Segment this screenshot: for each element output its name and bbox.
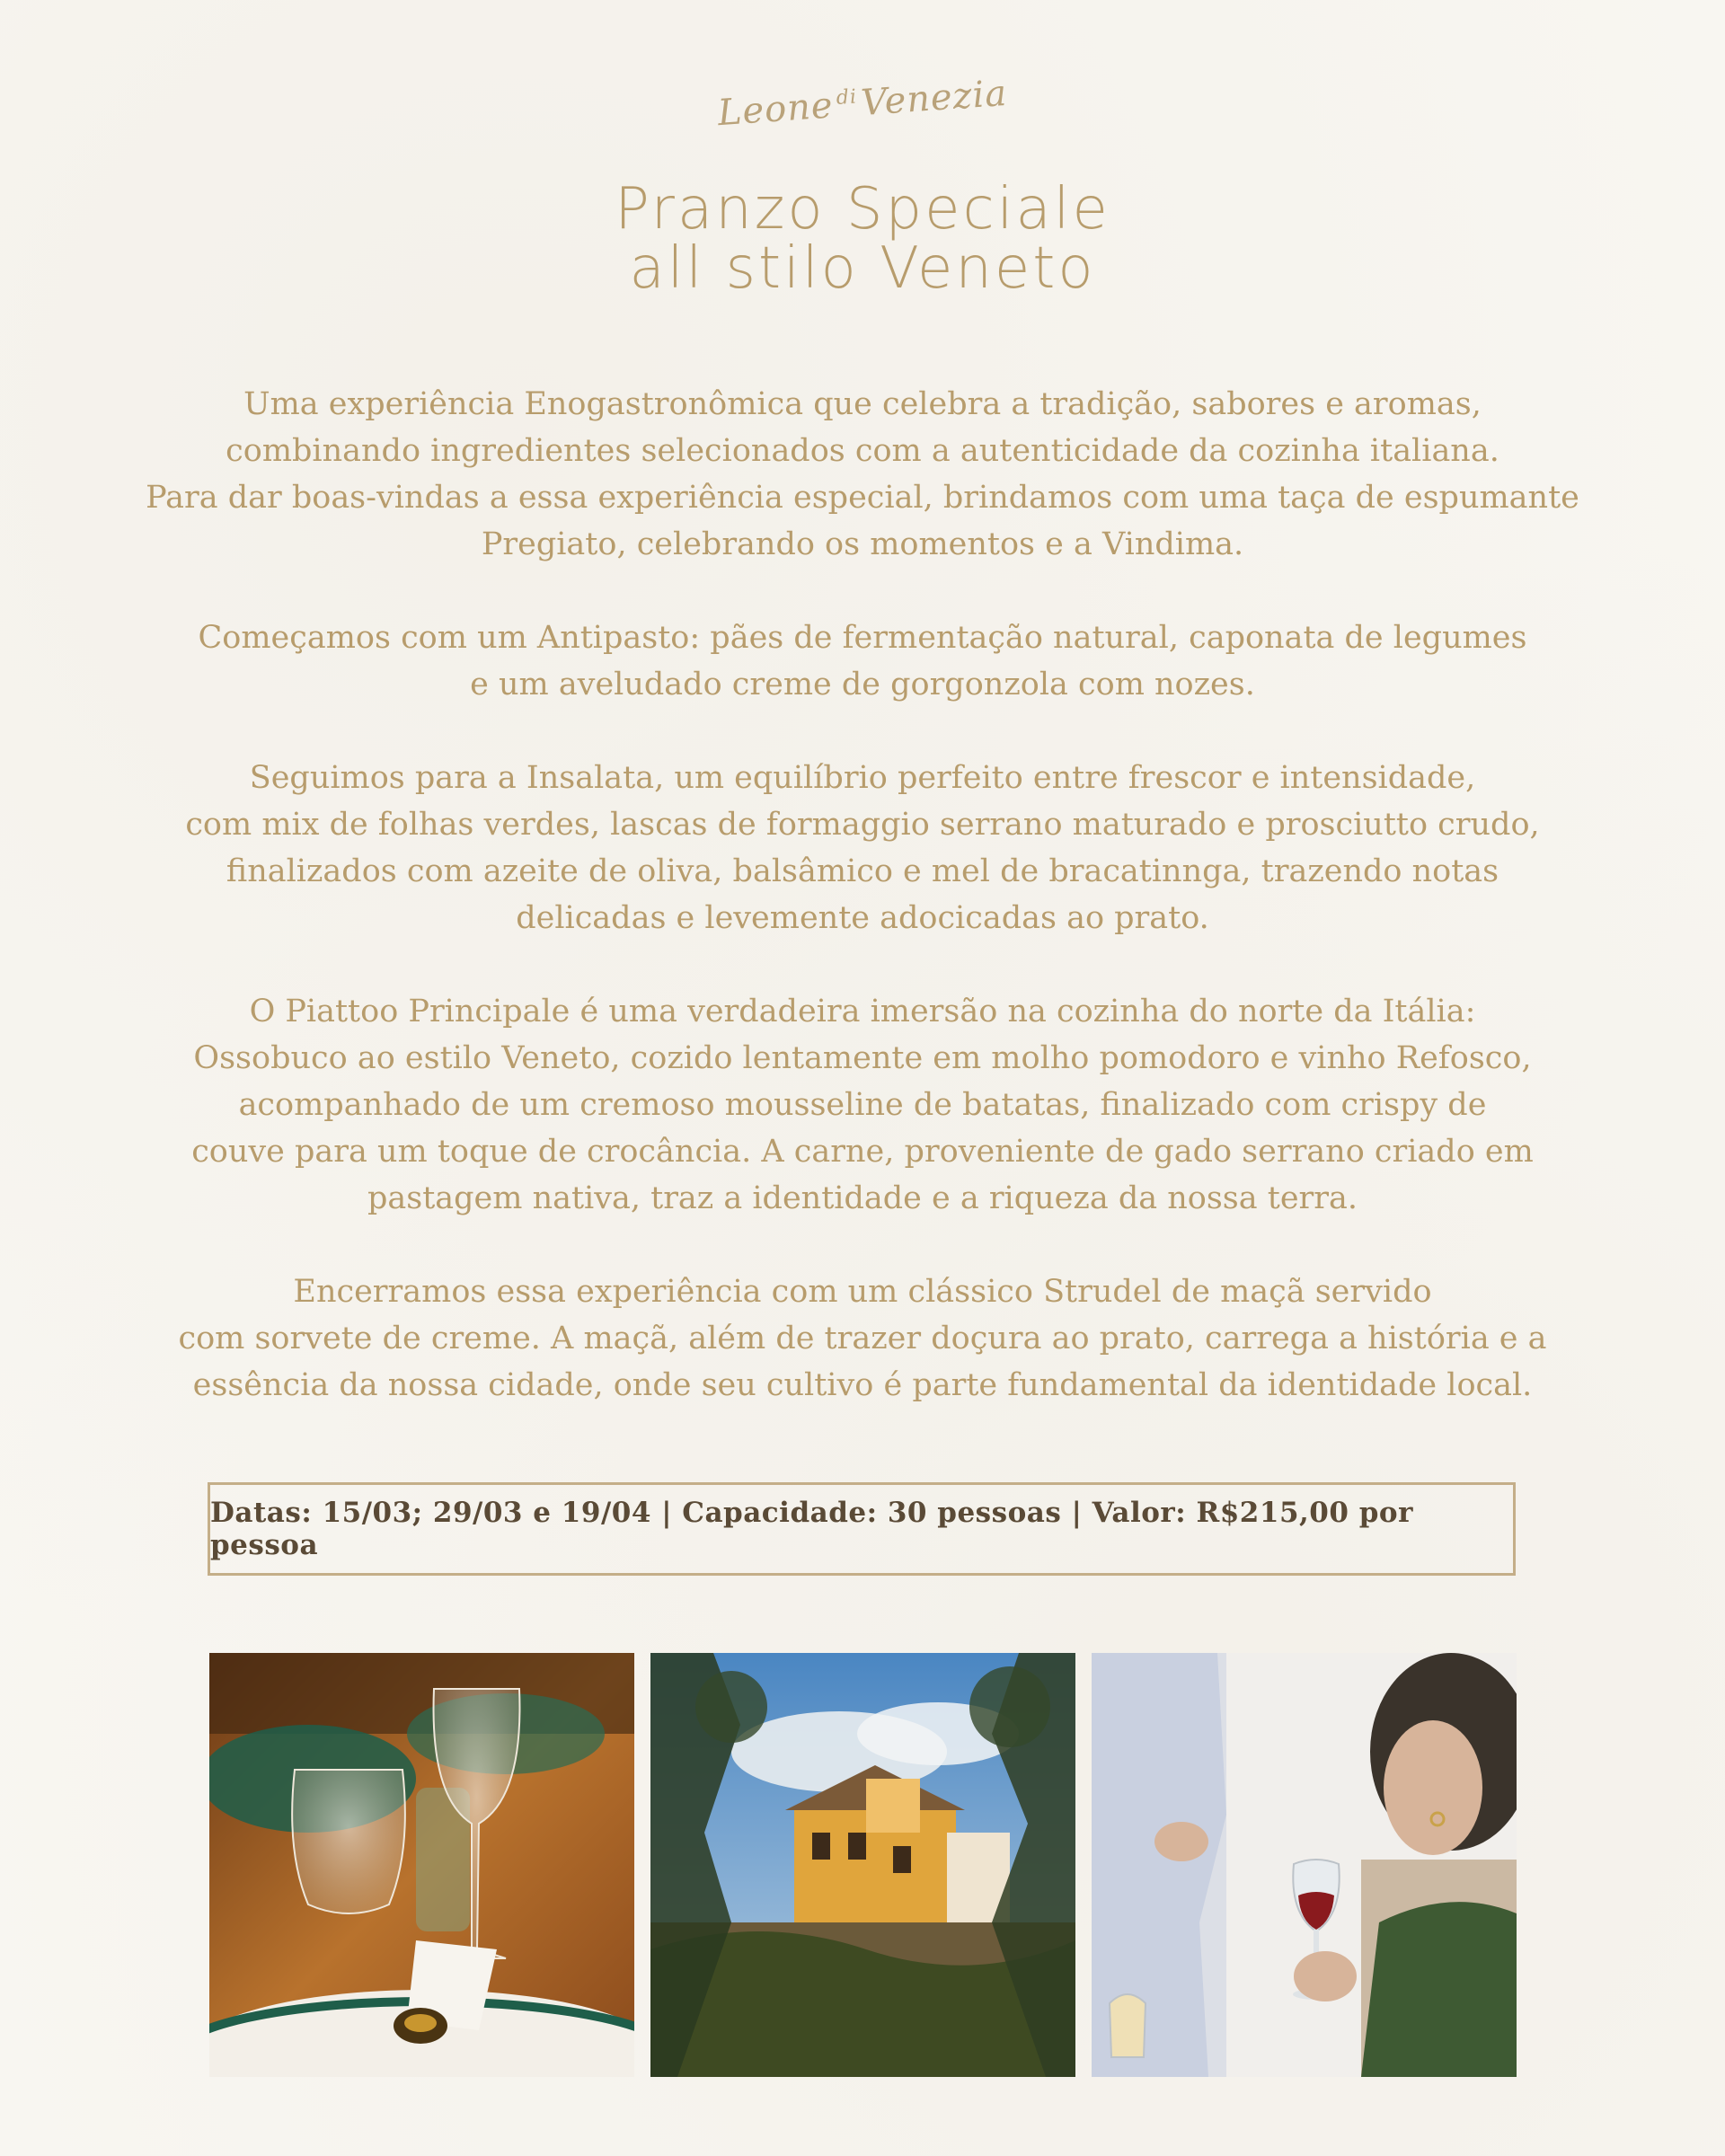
event-info-box	[208, 1482, 1516, 1576]
text-line: Ossobuco ao estilo Veneto, cozido lentamente em molho pomodoro e vinho Refosco,	[193, 1040, 1532, 1076]
menu-description	[90, 381, 1635, 1455]
logo-word-1: Leone	[716, 84, 835, 135]
text-line: couve para um toque de crocância. A carne, proveniente de gado serrano criado em	[191, 1134, 1534, 1170]
text-line: Seguimos para a Insalata, um equilíbrio perfeito entre frescor e intensidade,	[249, 760, 1476, 796]
paragraph-dolce	[90, 1268, 1635, 1409]
wine-tasting-image	[1092, 1653, 1517, 2077]
title-line-1: Pranzo Speciale	[615, 176, 1110, 243]
text-line: essência da nossa cidade, onde seu cultivo é parte fundamental da identidade local.	[192, 1367, 1533, 1403]
text-line: acompanhado de um cremoso mousseline de batatas, finalizado com crispy de	[238, 1087, 1487, 1123]
paragraph-intro	[90, 381, 1635, 568]
paragraph-principale	[90, 988, 1635, 1222]
text-line: finalizados com azeite de oliva, balsâmico e mel de bracatinnga, trazendo notas	[226, 853, 1499, 889]
photo-gallery	[209, 1653, 1517, 2077]
text-line: Começamos com um Antipasto: pães de fermentação natural, caponata de legumes	[198, 620, 1527, 656]
photo-winery	[650, 1653, 1075, 2077]
brand-logo	[1, 22, 1725, 184]
text-line: com sorvete de creme. A maçã, além de trazer doçura ao prato, carrega a história e a	[178, 1321, 1547, 1356]
text-line: combinando ingredientes selecionados com a autenticidade da cozinha italiana.	[226, 433, 1499, 469]
text-line: com mix de folhas verdes, lascas de formaggio serrano maturado e prosciutto crudo,	[185, 807, 1540, 843]
text-line: e um aveludado creme de gorgonzola com nozes.	[470, 667, 1255, 702]
photo-wine-tasting	[1092, 1653, 1517, 2077]
text-line: Para dar boas-vindas a essa experiência especial, brindamos com uma taça de espumante	[146, 480, 1579, 516]
table-setting-image	[209, 1653, 634, 2077]
text-line: pastagem nativa, traz a identidade e a riqueza da nossa terra.	[367, 1180, 1358, 1216]
winery-image	[650, 1653, 1075, 2077]
title-line-2: all stilo Veneto	[629, 235, 1096, 302]
text-line: Encerramos essa experiência com um clássico Strudel de maçã servido	[293, 1274, 1432, 1310]
photo-table-setting	[209, 1653, 634, 2077]
logo-word-2: Venezia	[859, 72, 1009, 125]
text-line: Uma experiência Enogastronômica que celebra a tradição, sabores e aromas,	[243, 386, 1482, 422]
text-line: delicadas e levemente adocicadas ao prato.	[516, 900, 1209, 936]
text-line: O Piattoo Principale é uma verdadeira imersão na cozinha do norte da Itália:	[249, 994, 1476, 1029]
text-line: Pregiato, celebrando os momentos e a Vindima.	[481, 526, 1244, 562]
page-title	[0, 176, 1725, 302]
paragraph-insalata	[90, 755, 1635, 941]
logo-di: di	[835, 85, 858, 110]
paragraph-antipasto	[90, 614, 1635, 708]
event-info-text: Datas: 15/03; 29/03 e 19/04 | Capacidade: 30 pessoas | Valor: R$215,00 por pessoa	[210, 1497, 1413, 1561]
